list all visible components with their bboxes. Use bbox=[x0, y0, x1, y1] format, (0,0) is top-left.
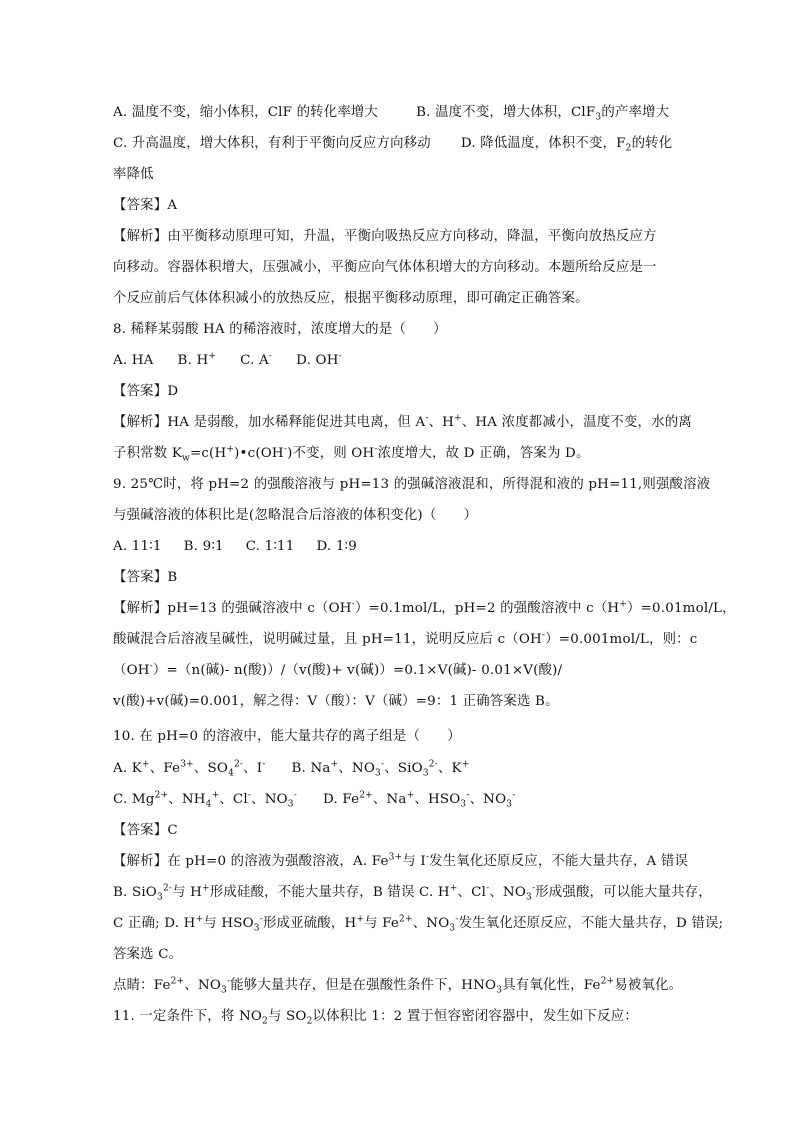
question-10: 10. 在 pH=0 的溶液中，能大量共存的离子组是（ ） bbox=[113, 729, 461, 744]
superscript: - bbox=[293, 790, 297, 801]
superscript: 2+ bbox=[359, 790, 373, 801]
option-7a: A. 温度不变，缩小体积，ClF 的转化率增大 bbox=[113, 105, 379, 120]
superscript: + bbox=[449, 883, 458, 894]
text: 酸碱混合后溶液呈碱性，说明碱过量，且 pH=11，说明反应后 c（OH bbox=[113, 632, 542, 647]
analysis-7-line2: 向移动。容器体积增大，压强减小，平衡应向气体体积增大的方向移动。本题所给反应是一 bbox=[113, 260, 657, 275]
superscript: - bbox=[283, 444, 288, 455]
superscript: 2- bbox=[234, 759, 244, 770]
analysis-10-line3 bbox=[113, 914, 723, 934]
superscript: - bbox=[247, 790, 252, 801]
subscript: 3 bbox=[422, 768, 429, 779]
text: 具有氧化性，Fe bbox=[502, 978, 601, 993]
text: 形成强酸，可以能大量共存， bbox=[535, 885, 712, 900]
text: 与 Fe bbox=[364, 916, 400, 931]
superscript: + bbox=[461, 759, 470, 770]
text: 、NO bbox=[412, 916, 450, 931]
superscript: - bbox=[380, 759, 385, 770]
analysis-9-line4: v(酸)+v(碱)=0.001，解之得：V（酸）：V（碱）=9：1 正确答案选 B。 bbox=[113, 694, 559, 709]
text: 、HA 浓度都减小，温度不变，水的离 bbox=[461, 415, 692, 430]
text: A. K bbox=[113, 761, 142, 776]
text: 、SO bbox=[193, 761, 229, 776]
option-line-7cd bbox=[113, 134, 672, 154]
text: C. Mg bbox=[113, 792, 155, 807]
option-7b-end: 的产率增大 bbox=[601, 105, 670, 120]
analysis-9-line1 bbox=[113, 599, 736, 619]
superscript: - bbox=[541, 630, 546, 641]
superscript: + bbox=[406, 790, 415, 801]
text: 、NO bbox=[251, 792, 288, 807]
superscript: + bbox=[202, 883, 210, 894]
note-10 bbox=[113, 976, 682, 996]
option-9d: D. 1∶9 bbox=[316, 539, 357, 554]
text: 、Fe bbox=[149, 761, 181, 776]
answer-9: 【答案】B bbox=[113, 570, 178, 585]
option-7b: B. 温度不变，增大体积，ClF bbox=[416, 105, 596, 120]
text: 【解析】在 pH=0 的溶液为强酸溶液，A. Fe bbox=[113, 854, 389, 869]
superscript: - bbox=[425, 852, 430, 863]
analysis-8-line1 bbox=[113, 413, 692, 433]
analysis-10-line1 bbox=[113, 852, 688, 872]
text: 11. 一定条件下，将 NO bbox=[113, 1009, 263, 1024]
text: B. SiO bbox=[113, 885, 157, 900]
text: （OH bbox=[113, 663, 150, 678]
subscript: 3 bbox=[506, 799, 513, 810]
superscript: 3+ bbox=[388, 852, 403, 863]
superscript: - bbox=[351, 599, 355, 610]
superscript: - bbox=[259, 914, 263, 925]
question-9-line2: 与强碱溶液的体积比是(忽略混合后溶液的体积变化)（ ） bbox=[113, 508, 478, 523]
text: 易被氧化。 bbox=[614, 978, 683, 993]
text: ）=0.001mol/L，则：c bbox=[545, 632, 698, 647]
superscript: 2+ bbox=[170, 976, 185, 987]
subscript: 3 bbox=[496, 985, 503, 996]
option-8d: D. OH bbox=[296, 353, 339, 368]
text: 、Cl bbox=[457, 885, 487, 900]
option-7d: D. 降低温度，体积不变，F bbox=[460, 136, 626, 151]
subscript: 3 bbox=[449, 923, 456, 934]
analysis-9-line3 bbox=[113, 661, 562, 681]
text: 、Na bbox=[372, 792, 407, 807]
text: 与 H bbox=[172, 885, 203, 900]
text: 、I bbox=[243, 761, 263, 776]
superscript: - bbox=[425, 413, 429, 424]
text: 发生氧化还原反应，不能大量共存，A 错误 bbox=[429, 854, 689, 869]
superscript: + bbox=[226, 444, 235, 455]
superscript: - bbox=[262, 759, 266, 770]
text: 形成硅酸，不能大量共存，B 错误 C. H bbox=[209, 885, 450, 900]
answer-7: 【答案】A bbox=[113, 198, 178, 213]
superscript: - bbox=[149, 661, 153, 672]
text: ）=（n(碱)- n(酸)）/（v(酸)+ v(碱)）=0.1×V(碱)- 0.01×V(酸)/ bbox=[152, 663, 563, 678]
text: 以体积比 1：2 置于恒容密闭容器中，发生如下反应： bbox=[312, 1009, 638, 1024]
text: 、HSO bbox=[414, 792, 461, 807]
superscript: - bbox=[512, 790, 516, 801]
subscript: 3 bbox=[157, 892, 163, 903]
options-8 bbox=[113, 351, 342, 371]
option-7d-continuation: 率降低 bbox=[113, 167, 154, 182]
superscript: + bbox=[208, 351, 217, 362]
analysis-10-line4: 答案选 C。 bbox=[113, 947, 183, 962]
option-9a: A. 11∶1 bbox=[113, 539, 162, 554]
text: 、NH bbox=[168, 792, 206, 807]
superscript: - bbox=[455, 914, 459, 925]
option-8c: C. A bbox=[240, 353, 269, 368]
superscript: - bbox=[531, 883, 536, 894]
analysis-7-line3: 个反应前后气体体积减小的放热反应，根据平衡移动原理，即可确定正确答案。 bbox=[113, 291, 589, 306]
text: 点睛：Fe bbox=[113, 978, 171, 993]
superscript: + bbox=[454, 413, 462, 424]
text: 、NO bbox=[184, 978, 222, 993]
subscript: 3 bbox=[221, 985, 227, 996]
text: 子积常数 K bbox=[113, 446, 183, 461]
text: B. Na bbox=[291, 761, 331, 776]
text: 、NO bbox=[338, 761, 376, 776]
option-8b: B. H bbox=[177, 353, 209, 368]
superscript: - bbox=[486, 883, 490, 894]
answer-8: 【答案】D bbox=[113, 384, 179, 399]
subscript: w bbox=[182, 453, 190, 464]
superscript: 2+ bbox=[399, 914, 413, 925]
text: 、K bbox=[437, 761, 462, 776]
subscript: 2 bbox=[625, 143, 632, 154]
question-11 bbox=[113, 1007, 638, 1027]
text: 【解析】HA 是弱酸，加水稀释能促进其电离，但 A bbox=[113, 415, 426, 430]
subscript: 4 bbox=[228, 768, 234, 779]
text: ）=0.01mol/L， bbox=[627, 601, 736, 616]
subscript: 3 bbox=[460, 799, 467, 810]
options-10cd bbox=[113, 790, 515, 810]
text: =c(H bbox=[189, 446, 227, 461]
option-7c: C. 升高温度，增大体积，有利于平衡向反应方向移动 bbox=[113, 136, 431, 151]
superscript: + bbox=[195, 914, 204, 925]
subscript: 3 bbox=[287, 799, 294, 810]
text: )不变，则 OH bbox=[287, 446, 375, 461]
superscript: + bbox=[211, 790, 220, 801]
question-9-line1: 9. 25℃时，将 pH=2 的强酸溶液与 pH=13 的强碱溶液混和，所得混和液的 pH=11,则强酸溶液 bbox=[113, 477, 711, 492]
superscript: - bbox=[226, 976, 231, 987]
superscript: - bbox=[338, 351, 342, 362]
analysis-10-line2 bbox=[113, 883, 712, 903]
superscript: + bbox=[619, 599, 628, 610]
option-7d-end: 的转化 bbox=[631, 136, 673, 151]
text: 与 SO bbox=[267, 1009, 307, 1024]
option-line-7ab bbox=[113, 103, 669, 123]
text: )•c(OH bbox=[234, 446, 284, 461]
text: ）=0.1mol/L，pH=2 的强酸溶液中 c（H bbox=[354, 601, 620, 616]
text: 与 I bbox=[402, 854, 426, 869]
superscript: 2- bbox=[428, 759, 438, 770]
options-9 bbox=[113, 537, 357, 557]
text: 能够大量共存，但是在强酸性条件下，HNO bbox=[230, 978, 497, 993]
text: D. Fe bbox=[322, 792, 360, 807]
superscript: 2- bbox=[162, 883, 173, 894]
text: 【解析】pH=13 的强碱溶液中 c（OH bbox=[113, 601, 352, 616]
subscript: 3 bbox=[526, 892, 532, 903]
text: 、H bbox=[428, 415, 455, 430]
option-8a: A. HA bbox=[113, 353, 154, 368]
analysis-7-line1: 【解析】由平衡移动原理可知，升温，平衡向吸热反应方向移动，降温，平衡向放热反应方 bbox=[113, 229, 657, 244]
superscript: 2+ bbox=[600, 976, 615, 987]
superscript: 3+ bbox=[180, 759, 194, 770]
answer-10: 【答案】C bbox=[113, 823, 178, 838]
analysis-9-line2 bbox=[113, 630, 697, 650]
subscript: 3 bbox=[595, 112, 602, 123]
subscript: 2 bbox=[262, 1016, 268, 1027]
subscript: 3 bbox=[375, 768, 381, 779]
question-8: 8. 稀释某弱酸 HA 的稀溶液时，浓度增大的是（ ） bbox=[113, 322, 447, 337]
option-9b: B. 9∶1 bbox=[183, 539, 224, 554]
text: 、NO bbox=[489, 885, 526, 900]
text: C 正确; D. H bbox=[113, 916, 196, 931]
superscript: - bbox=[374, 444, 378, 455]
text: 浓度增大，故 D 正确，答案为 D。 bbox=[377, 446, 590, 461]
superscript: 2+ bbox=[154, 790, 169, 801]
option-9c: C. 1∶11 bbox=[245, 539, 295, 554]
superscript: - bbox=[466, 790, 470, 801]
subscript: 3 bbox=[253, 923, 260, 934]
superscript: + bbox=[356, 914, 365, 925]
subscript: 4 bbox=[205, 799, 212, 810]
analysis-8-line2 bbox=[113, 444, 590, 464]
superscript: + bbox=[330, 759, 339, 770]
text: 形成亚硫酸，H bbox=[262, 916, 357, 931]
text: 、SiO bbox=[384, 761, 423, 776]
subscript: 2 bbox=[306, 1016, 313, 1027]
text: 、Cl bbox=[219, 792, 248, 807]
superscript: + bbox=[142, 759, 150, 770]
options-10ab bbox=[113, 759, 469, 779]
superscript: - bbox=[268, 351, 273, 362]
text: 、NO bbox=[469, 792, 507, 807]
text: 与 HSO bbox=[203, 916, 254, 931]
text: 发生氧化还原反应，不能大量共存，D 错误; bbox=[458, 916, 724, 931]
